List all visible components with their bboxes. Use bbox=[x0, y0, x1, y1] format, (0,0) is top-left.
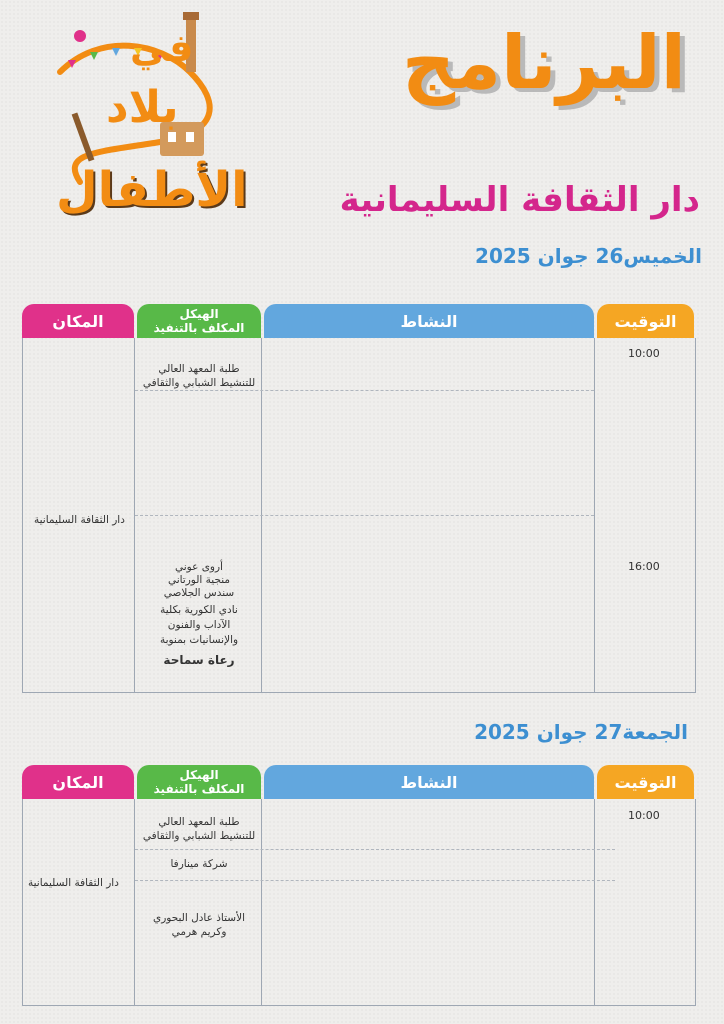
day1-org-a-line2: للتنشيط الشبابي والثقافي bbox=[142, 377, 256, 389]
day1-time-2: 16:00 bbox=[628, 560, 660, 573]
header-org-line2: المكلف بالتنفيذ bbox=[153, 321, 245, 335]
header-place-2: المكان bbox=[22, 765, 134, 799]
festival-logo bbox=[40, 12, 248, 227]
header-activity: النشاط bbox=[264, 304, 594, 338]
day2-org-a-line2: للتنشيط الشبابي والثقافي bbox=[142, 830, 256, 842]
header-place: المكان bbox=[22, 304, 134, 338]
day1-org-a-line1: طلبة المعهد العالي bbox=[158, 363, 240, 375]
venue-title: دار الثقافة السليمانية bbox=[339, 180, 700, 220]
day1-org-c-line1: نادي الكورية بكلية bbox=[160, 604, 238, 616]
header-org-line1-2: الهيكل bbox=[179, 768, 219, 782]
page-title: البرنامج bbox=[401, 20, 686, 106]
day2-org-a-line1: طلبة المعهد العالي bbox=[158, 816, 240, 828]
day1-org-b bbox=[137, 561, 261, 600]
day2-org-c-line2: وكريم هرمي bbox=[171, 926, 227, 938]
day2-org-a bbox=[137, 815, 261, 843]
day2-time-1: 10:00 bbox=[628, 809, 660, 822]
header-time: التوقيت bbox=[597, 304, 694, 338]
header-time-2: التوقيت bbox=[597, 765, 694, 799]
day1-org-b-line3: سندس الجلاصي bbox=[163, 587, 235, 599]
day1-time-1: 10:00 bbox=[628, 347, 660, 360]
day2-org-c-line1: الأستاذ عادل البحوري bbox=[153, 912, 245, 924]
day1-org-a bbox=[137, 362, 261, 390]
day1-org-c bbox=[137, 603, 261, 648]
day2-date: الجمعة27 جوان 2025 bbox=[474, 720, 688, 744]
day1-org-c-line3: والإنسانيات بمنوبة bbox=[159, 634, 239, 646]
header-activity-2: النشاط bbox=[264, 765, 594, 799]
day1-org-b-line2: منجية الورتاني bbox=[167, 574, 231, 586]
day1-org-b-line1: أروى عوني bbox=[175, 561, 223, 573]
day1-org-d: رعاة سماحة bbox=[163, 653, 235, 667]
header-organizer bbox=[137, 304, 261, 338]
logo-line-1: في bbox=[130, 26, 194, 70]
header-org-line2-2: المكلف بالتنفيذ bbox=[153, 782, 245, 796]
day2-place: دار الثقافة السليمانية bbox=[28, 877, 119, 889]
logo-line-3: الأطفال bbox=[56, 162, 248, 218]
header-org-line1: الهيكل bbox=[179, 307, 219, 321]
day1-date: الخميس26 جوان 2025 bbox=[475, 244, 702, 268]
day1-place: دار الثقافة السليمانية bbox=[34, 514, 125, 526]
day1-org-c-line2: الآداب والفنون bbox=[167, 619, 231, 631]
logo-line-2: بلاد bbox=[106, 82, 179, 133]
day2-org-c bbox=[137, 911, 261, 939]
day2-org-b: شركة مينارفا bbox=[170, 858, 228, 870]
header-organizer-2 bbox=[137, 765, 261, 799]
